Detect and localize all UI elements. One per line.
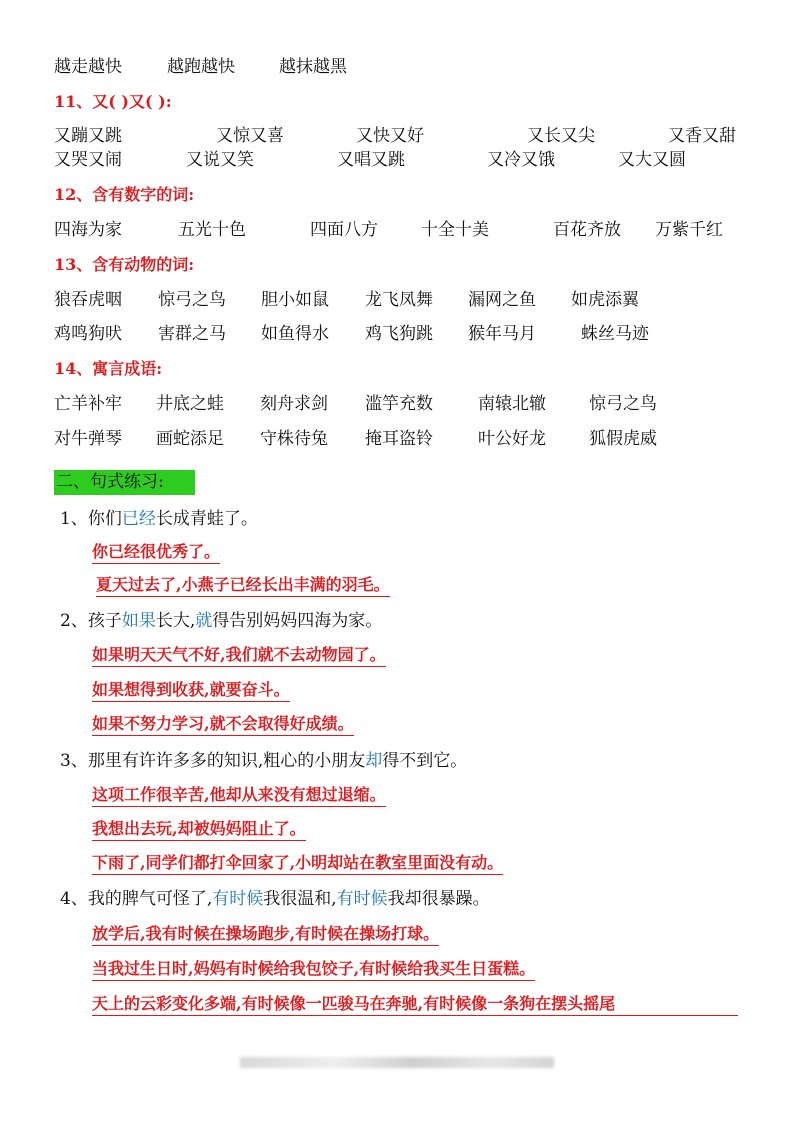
keyword: 却: [365, 751, 383, 771]
vocab-word: 鸡鸣狗吠: [54, 324, 122, 344]
vocab-word: 又说又笑: [186, 150, 254, 170]
answer-line: 放学后,我有时候在操场跑步,有时候在操场打球。: [92, 924, 439, 946]
blurred-footer: [240, 1057, 554, 1068]
keyword: 就: [195, 611, 213, 631]
vocab-word: 万紫千红: [655, 220, 723, 240]
vocab-word: 越走越快: [54, 57, 122, 77]
vocab-word: 南辕北辙: [478, 394, 546, 414]
vocab-word: 十全十美: [421, 220, 489, 240]
answer-line: 如果明天天气不好,我们就不去动物园了。: [92, 645, 386, 667]
answer-line: 夏天过去了,小燕子已经长出丰满的羽毛。: [96, 575, 390, 597]
vocab-word: 又蹦又跳: [54, 126, 122, 146]
keyword: 如果: [121, 611, 156, 631]
keyword: 有时候: [212, 889, 264, 909]
vocab-word: 龙飞凤舞: [365, 290, 433, 310]
vocab-word: 又大又圆: [618, 150, 686, 170]
vocab-word: 刻舟求剑: [260, 394, 328, 414]
sentence-prompt-1: 1、你们已经长成青蛙了。: [60, 509, 258, 529]
vocab-word: 胆小如鼠: [261, 290, 329, 310]
vocab-word: 百花齐放: [553, 220, 621, 240]
answer-line: 我想出去玩,却被妈妈阻止了。: [92, 819, 306, 841]
vocab-word: 如虎添翼: [571, 290, 639, 310]
answer-line: 下雨了,同学们都打伞回家了,小明却站在教室里面没有动。: [92, 853, 503, 875]
vocab-word: 井底之蛙: [156, 394, 224, 414]
sentence-prompt-2: 2、孩子如果长大,就得告别妈妈四海为家。: [60, 611, 383, 631]
vocab-word: 惊弓之鸟: [158, 290, 226, 310]
vocab-word: 又长又尖: [527, 126, 595, 146]
answer-line: 天上的云彩变化多端,有时候像一匹骏马在奔驰,有时候像一条狗在摆头摇尾: [92, 994, 738, 1016]
answer-line: 当我过生日时,妈妈有时候给我包饺子,有时候给我买生日蛋糕。: [92, 959, 535, 981]
vocab-word: 惊弓之鸟: [589, 394, 657, 414]
vocab-word: 叶公好龙: [478, 429, 546, 449]
vocab-word: 又快又好: [356, 126, 424, 146]
heading-12: 12、含有数字的词:: [54, 185, 195, 204]
section-title: 二、句式练习:: [54, 470, 195, 495]
vocab-word: 又唱又跳: [337, 150, 405, 170]
answer-line: 如果不努力学习,就不会取得好成绩。: [92, 714, 354, 736]
vocab-word: 五光十色: [178, 220, 246, 240]
vocab-word: 守株待兔: [260, 429, 328, 449]
vocab-word: 亡羊补牢: [54, 394, 122, 414]
vocab-word: 如鱼得水: [261, 324, 329, 344]
vocab-word: 害群之马: [158, 324, 226, 344]
vocab-word: 四海为家: [54, 220, 122, 240]
vocab-word: 越抹越黑: [279, 57, 347, 77]
vocab-word: 掩耳盗铃: [365, 429, 433, 449]
vocab-word: 滥竽充数: [365, 394, 433, 414]
vocab-word: 又惊又喜: [216, 126, 284, 146]
vocab-word: 又哭又闹: [54, 150, 122, 170]
vocab-word: 又香又甜: [668, 126, 736, 146]
vocab-word: 狐假虎威: [589, 429, 657, 449]
heading-13: 13、含有动物的词:: [54, 255, 195, 274]
keyword: 已经: [121, 509, 156, 529]
answer-line: 这项工作很辛苦,他却从来没有想过退缩。: [92, 785, 386, 807]
vocab-word: 猴年马月: [468, 324, 536, 344]
heading-11: 11、又( )又( ):: [54, 92, 172, 111]
vocab-word: 对牛弹琴: [54, 429, 122, 449]
sentence-prompt-3: 3、那里有许许多多的知识,粗心的小朋友却得不到它。: [60, 751, 468, 771]
keyword: 有时候: [336, 889, 388, 909]
vocab-word: 四面八方: [310, 220, 378, 240]
answer-line: 如果想得到收获,就要奋斗。: [92, 680, 290, 702]
vocab-word: 狼吞虎咽: [54, 290, 122, 310]
heading-14: 14、寓言成语:: [54, 359, 163, 378]
vocab-word: 越跑越快: [167, 57, 235, 77]
vocab-word: 又冷又饿: [487, 150, 555, 170]
answer-line: 你已经很优秀了。: [92, 542, 220, 564]
vocab-word: 鸡飞狗跳: [365, 324, 433, 344]
sentence-prompt-4: 4、我的脾气可怪了,有时候我很温和,有时候我却很暴躁。: [60, 889, 490, 909]
vocab-word: 漏网之鱼: [468, 290, 536, 310]
vocab-word: 画蛇添足: [156, 429, 224, 449]
vocab-word: 蛛丝马迹: [581, 324, 649, 344]
